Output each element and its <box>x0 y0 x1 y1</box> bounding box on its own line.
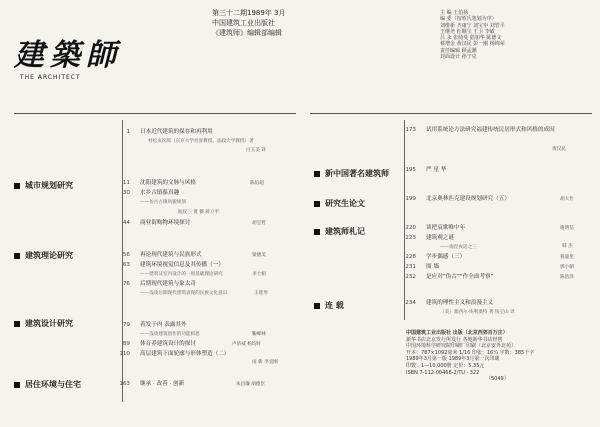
toc-entry-author: 韩 杰 <box>562 244 573 249</box>
toc-entry: 223 建筑观之谜 <box>405 235 454 241</box>
category-serial: 连 载 <box>314 300 344 311</box>
toc-entry-author: 雨 新 李宜刚 <box>252 360 278 365</box>
category-housing: 居住环境与住宅 <box>14 379 81 390</box>
editorial-staff <box>440 10 505 60</box>
toc-entry-subtitle: ——浅谈后期现代建筑表现的民族文化意识 <box>140 291 228 296</box>
toc-entry-subtitle: 村松贞次郎（东京大学名誉教授、法政大学教授）著 <box>148 139 254 144</box>
staff-line: 封面设计 孙子克 <box>440 54 477 61</box>
imprint-block <box>406 330 534 383</box>
toc-entry: 110 高层建筑下面轮廓与形体塑造（二） <box>119 351 230 357</box>
staff-line: 编 委（按姓氏笔划为序） <box>440 16 497 23</box>
toc-entry-author: 卢济威 杨均时 <box>232 342 262 347</box>
toc-entry: 79 着发于内 表露其外 <box>122 322 187 328</box>
imprint-line: （5049） <box>486 376 509 383</box>
category-architecture-design: 建筑设计研究 <box>14 318 73 329</box>
category-architecture-theory: 建筑理论研究 <box>14 250 73 261</box>
toc-entry-author: 陈伯超 <box>250 181 264 186</box>
imprint-line: 1989年3月第一版 1989年3月第一次印刷 <box>406 356 500 363</box>
square-bullet-icon <box>314 303 320 309</box>
staff-line: 刘维新 齐康宁 刘宝申 刘管平 <box>440 22 505 29</box>
toc-entry-author: 李士娟 <box>252 272 266 277</box>
square-bullet-icon <box>14 382 20 388</box>
square-bullet-icon <box>14 321 20 327</box>
imprint-line: ISBN 7-112-00468-2/TU · 322 <box>406 369 480 376</box>
toc-entry-author: 王选琴 <box>254 291 268 296</box>
toc-entry: 199 北京奥林匹克建设规划研究（五） <box>405 196 510 202</box>
toc-entry: 220 谈把哀歌唯中年 <box>405 225 466 231</box>
category-urban-planning: 城市规划研究 <box>14 180 73 191</box>
editor-line: 《建筑师》编辑部编辑 <box>212 29 282 37</box>
toc-entry-author: 白玉美 译 <box>246 148 266 153</box>
toc-entry: 228 学步偶感（三） <box>405 254 466 260</box>
imprint-line: 新华书店北京发行所发行 各地新华书店经售 <box>406 336 503 343</box>
toc-entry-author: 梁德美 <box>252 253 266 258</box>
toc-entry: 232 是应对“伪古”“作全面考察” <box>405 274 494 280</box>
toc-entry-subtitle: ——建筑及室内设计的一项基础理论研究 <box>140 272 223 277</box>
toc-divider-right <box>404 120 405 320</box>
toc-entry: 11 沈阳建筑的文脉与风格 <box>122 180 196 186</box>
toc-entry: 163 继承 · 改善 · 创新 <box>119 381 185 387</box>
toc-entry: 1 日本近代建筑的保存和再利用 <box>126 129 213 135</box>
staff-line: 责任编辑 顾孟潮 <box>440 47 477 54</box>
square-bullet-icon <box>14 253 20 259</box>
staff-line: 王继尧 杜顺宝 王卫 李敏 <box>440 28 495 35</box>
category-architect-notes: 建筑师札记 <box>314 226 365 237</box>
toc-entry-subtitle: ——海涅夜话之三 <box>440 245 477 250</box>
toc-entry: 89 体育养建筑设计的探讨 <box>122 341 196 347</box>
publication-info <box>212 8 286 38</box>
toc-entry-author: 陈浩泽 <box>560 275 574 280</box>
toc-entry: 195 严 星 华 <box>405 167 447 173</box>
category-graduate-thesis: 研究生论文 <box>314 198 365 209</box>
toc-entry-subtitle: （美）塞西尔·埃利奥特 著 钱宝山 译 <box>440 310 515 315</box>
toc-entry-subtitle: ——仿古古镇风貌规划 <box>140 200 186 205</box>
toc-entry: 56 再论现代建筑与民族形式 <box>122 252 202 258</box>
toc-entry-author: 郭小朝 <box>560 265 574 270</box>
toc-entry: 44 商业街购物环境探讨 <box>122 220 191 226</box>
issue-line: 第三十二期1989年 3月 <box>212 9 286 17</box>
square-bullet-icon <box>314 171 320 177</box>
toc-entry: 30 水乡古镇葆真趣 <box>122 190 180 196</box>
toc-entry-author: 鲁迪里 <box>560 255 574 260</box>
toc-entry: 63 建筑环境视觉信息及其传播（一） <box>122 262 224 268</box>
toc-entry-author: 胡宝哲 <box>252 221 266 226</box>
toc-entry-author: 朱昌廉 胡德臣 <box>236 382 266 387</box>
toc-entry: 234 建筑的理性主义和浪漫主义 <box>405 300 494 306</box>
toc-entry: 173 试用系统论方法研究福建传统民居形式和风格的成因 <box>405 127 555 133</box>
imprint-line: 开本：787×1092毫米 1/16 印张：16¼ 字数：385千字 <box>406 349 535 356</box>
publisher-line: 中国建筑工业出版社 <box>212 19 275 27</box>
toc-entry-author: 鞠峰林 <box>252 332 266 337</box>
toc-entry: 231 围 墙 <box>405 264 439 270</box>
staff-line: 主 编 王伯扬 <box>440 10 469 16</box>
staff-line: 吕 永 张绮曼 陆加华 陈德文 <box>440 35 502 42</box>
square-bullet-icon <box>314 201 320 207</box>
journal-logo: 建築師 <box>14 38 122 73</box>
toc-entry-author: 黄汉民 <box>552 147 566 152</box>
staff-line: 蔡增金 黄汉民 彭一刚 杨锦荣 <box>440 41 505 48</box>
category-famous-architects: 新中国著名建筑师 <box>314 168 389 179</box>
toc-entry-author: 胡大仕 <box>560 197 574 202</box>
header-rule-right <box>310 113 592 114</box>
imprint-line: 中国建筑工业出版社 出版（北京西郊百万庄） <box>406 330 508 336</box>
imprint-line: 中国环境科学研究院印刷厂印刷（北京安外北苑） <box>406 343 517 350</box>
toc-entry-subtitle: ——浅谈建筑创作的功能构思 <box>140 332 200 337</box>
imprint-line: 印数：1—10,000册 定价：5.35元 <box>406 362 485 369</box>
square-bullet-icon <box>14 183 20 189</box>
header-rule-left <box>14 113 296 114</box>
square-bullet-icon <box>314 229 320 235</box>
toc-entry: 76 后期现代建筑与象太奇 <box>122 281 196 287</box>
journal-logo-subtitle: THE ARCHITECT <box>20 74 81 81</box>
toc-entry-author: 谢明信 <box>560 226 574 231</box>
toc-entry-author: 阮仪三 黄 薇 蒋立平 <box>178 210 220 215</box>
